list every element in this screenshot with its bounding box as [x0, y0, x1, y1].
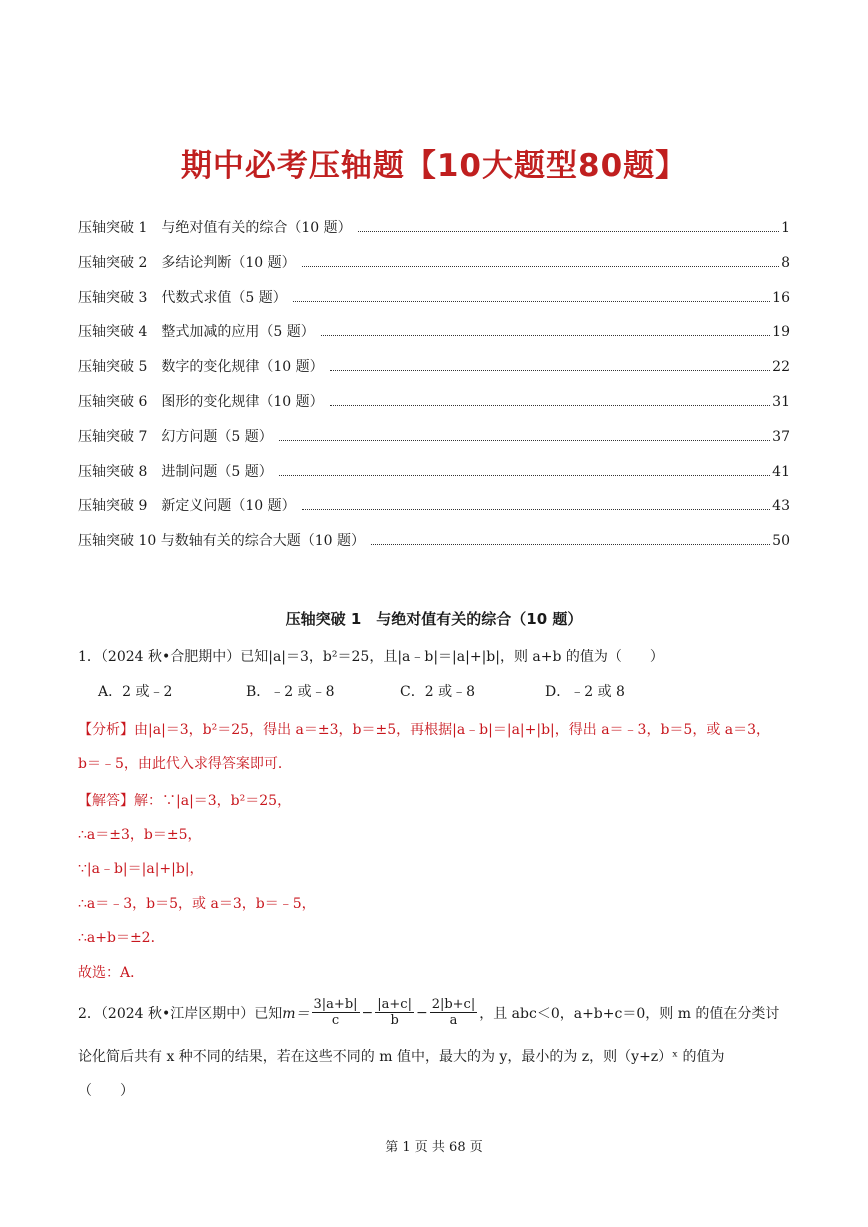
- toc-dot-leader: [302, 508, 771, 510]
- option-c: C．2 或﹣8: [400, 684, 475, 700]
- fraction-1-numerator: 3|a+b|: [313, 997, 358, 1012]
- formula-m: m＝: [282, 1005, 310, 1022]
- toc-entry-page: 8: [781, 254, 790, 271]
- toc-entry-label: 压轴突破 7 幻方问题（5 题）: [78, 428, 273, 445]
- toc-dot-leader: [321, 334, 770, 336]
- analysis-line-2: b＝﹣5，由此代入求得答案即可．: [78, 756, 292, 772]
- toc-dot-leader: [293, 300, 770, 302]
- toc-entry-page: 31: [772, 393, 790, 410]
- solution-line-1: 【解答】解：∵|a|＝3，b²＝25，: [78, 793, 292, 809]
- toc-entry[interactable]: [78, 356, 790, 391]
- solution-line-4: ∴a＝﹣3，b＝5，或 a＝3，b＝﹣5，: [78, 896, 316, 912]
- solution-line-2: ∴a＝±3，b＝±5，: [78, 827, 202, 843]
- section-title: 压轴突破 1 与绝对值有关的综合（10 题）: [285, 610, 583, 628]
- table-of-contents: [78, 217, 790, 565]
- toc-entry[interactable]: [78, 530, 790, 565]
- toc-entry[interactable]: [78, 321, 790, 356]
- analysis-line-1: 【分析】由|a|＝3，b²＝25，得出 a＝±3，b＝±5，再根据|a﹣b|＝|a|+|b|，得出 a＝﹣3，b＝5，或 a＝3，: [78, 722, 771, 738]
- fraction-3-numerator: 2|b+c|: [431, 997, 476, 1012]
- option-a: A．2 或﹣2: [98, 684, 173, 700]
- toc-entry-label: 压轴突破 1 与绝对值有关的综合（10 题）: [78, 220, 352, 236]
- fraction-2-numerator: |a+c|: [377, 997, 412, 1012]
- minus-sign-2: −: [415, 1004, 428, 1021]
- question-2-line-2: 论化简后共有 x 种不同的结果，若在这些不同的 m 值中，最大的为 y，最小的为 z，则（y+z）ˣ 的值为: [78, 1049, 725, 1065]
- toc-entry-label: 压轴突破 8 进制问题（5 题）: [78, 463, 273, 480]
- toc-entry-page: 19: [772, 324, 790, 341]
- minus-sign-1: −: [361, 1004, 374, 1021]
- toc-entry-label: 压轴突破 6 图形的变化规律（10 题）: [78, 393, 324, 410]
- solution-line-6: 故选：A．: [78, 965, 145, 981]
- toc-entry-label: 压轴突破 4 整式加减的应用（5 题）: [78, 324, 315, 341]
- toc-entry[interactable]: [78, 461, 790, 496]
- toc-dot-leader: [279, 439, 770, 441]
- fraction-2: [375, 997, 414, 1028]
- question-2-line-3: （ ）: [78, 1083, 134, 1099]
- toc-entry-page: 22: [772, 359, 790, 376]
- question-1-stem: 1．（2024 秋•合肥期中）已知|a|＝3，b²＝25，且|a﹣b|＝|a|+|b|，则 a+b 的值为（ ）: [78, 649, 664, 665]
- toc-entry-page: 1: [781, 220, 790, 236]
- solution-line-5: ∴a+b＝±2．: [78, 930, 165, 946]
- toc-dot-leader: [302, 265, 779, 267]
- toc-entry[interactable]: [78, 287, 790, 322]
- page-footer: 第 1 页 共 68 页: [385, 1140, 483, 1155]
- toc-dot-leader: [330, 369, 771, 371]
- fraction-3-denominator: a: [449, 1013, 458, 1028]
- document-title: 期中必考压轴题【10大题型80题】: [180, 148, 688, 184]
- toc-entry[interactable]: [78, 252, 790, 287]
- toc-entry[interactable]: [78, 217, 790, 252]
- fraction-3: [430, 997, 478, 1028]
- toc-dot-leader: [279, 474, 770, 476]
- fraction-1-denominator: c: [331, 1013, 340, 1028]
- toc-dot-leader: [358, 230, 779, 232]
- toc-dot-leader: [330, 404, 771, 406]
- toc-entry-label: 压轴突破 2 多结论判断（10 题）: [78, 254, 296, 271]
- toc-entry-label: 压轴突破 3 代数式求值（5 题）: [78, 289, 287, 306]
- fraction-1: [312, 997, 360, 1028]
- fraction-2-denominator: b: [390, 1013, 399, 1028]
- question-2-prefix: 2．（2024 秋•江岸区期中）已知: [78, 1005, 283, 1022]
- toc-entry-page: 41: [772, 463, 790, 480]
- solution-line-3: ∵|a﹣b|＝|a|+|b|，: [78, 861, 204, 877]
- toc-entry-label: 压轴突破 5 数字的变化规律（10 题）: [78, 359, 324, 376]
- toc-entry-label: 压轴突破 10 与数轴有关的综合大题（10 题）: [78, 533, 365, 550]
- toc-entry-page: 50: [772, 533, 790, 550]
- question-2-line-1: [78, 997, 779, 1028]
- toc-entry[interactable]: [78, 391, 790, 426]
- toc-entry-page: 16: [772, 289, 790, 306]
- option-d: D．﹣2 或 8: [545, 684, 625, 700]
- toc-entry-page: 37: [772, 428, 790, 445]
- toc-entry-label: 压轴突破 9 新定义问题（10 题）: [78, 498, 296, 515]
- toc-entry[interactable]: [78, 426, 790, 461]
- toc-dot-leader: [371, 543, 770, 545]
- toc-entry-page: 43: [772, 498, 790, 515]
- toc-entry[interactable]: [78, 495, 790, 530]
- option-b: B．﹣2 或﹣8: [246, 684, 335, 700]
- question-2-suffix: ，且 abc＜0，a+b+c＝0，则 m 的值在分类讨: [479, 1005, 780, 1022]
